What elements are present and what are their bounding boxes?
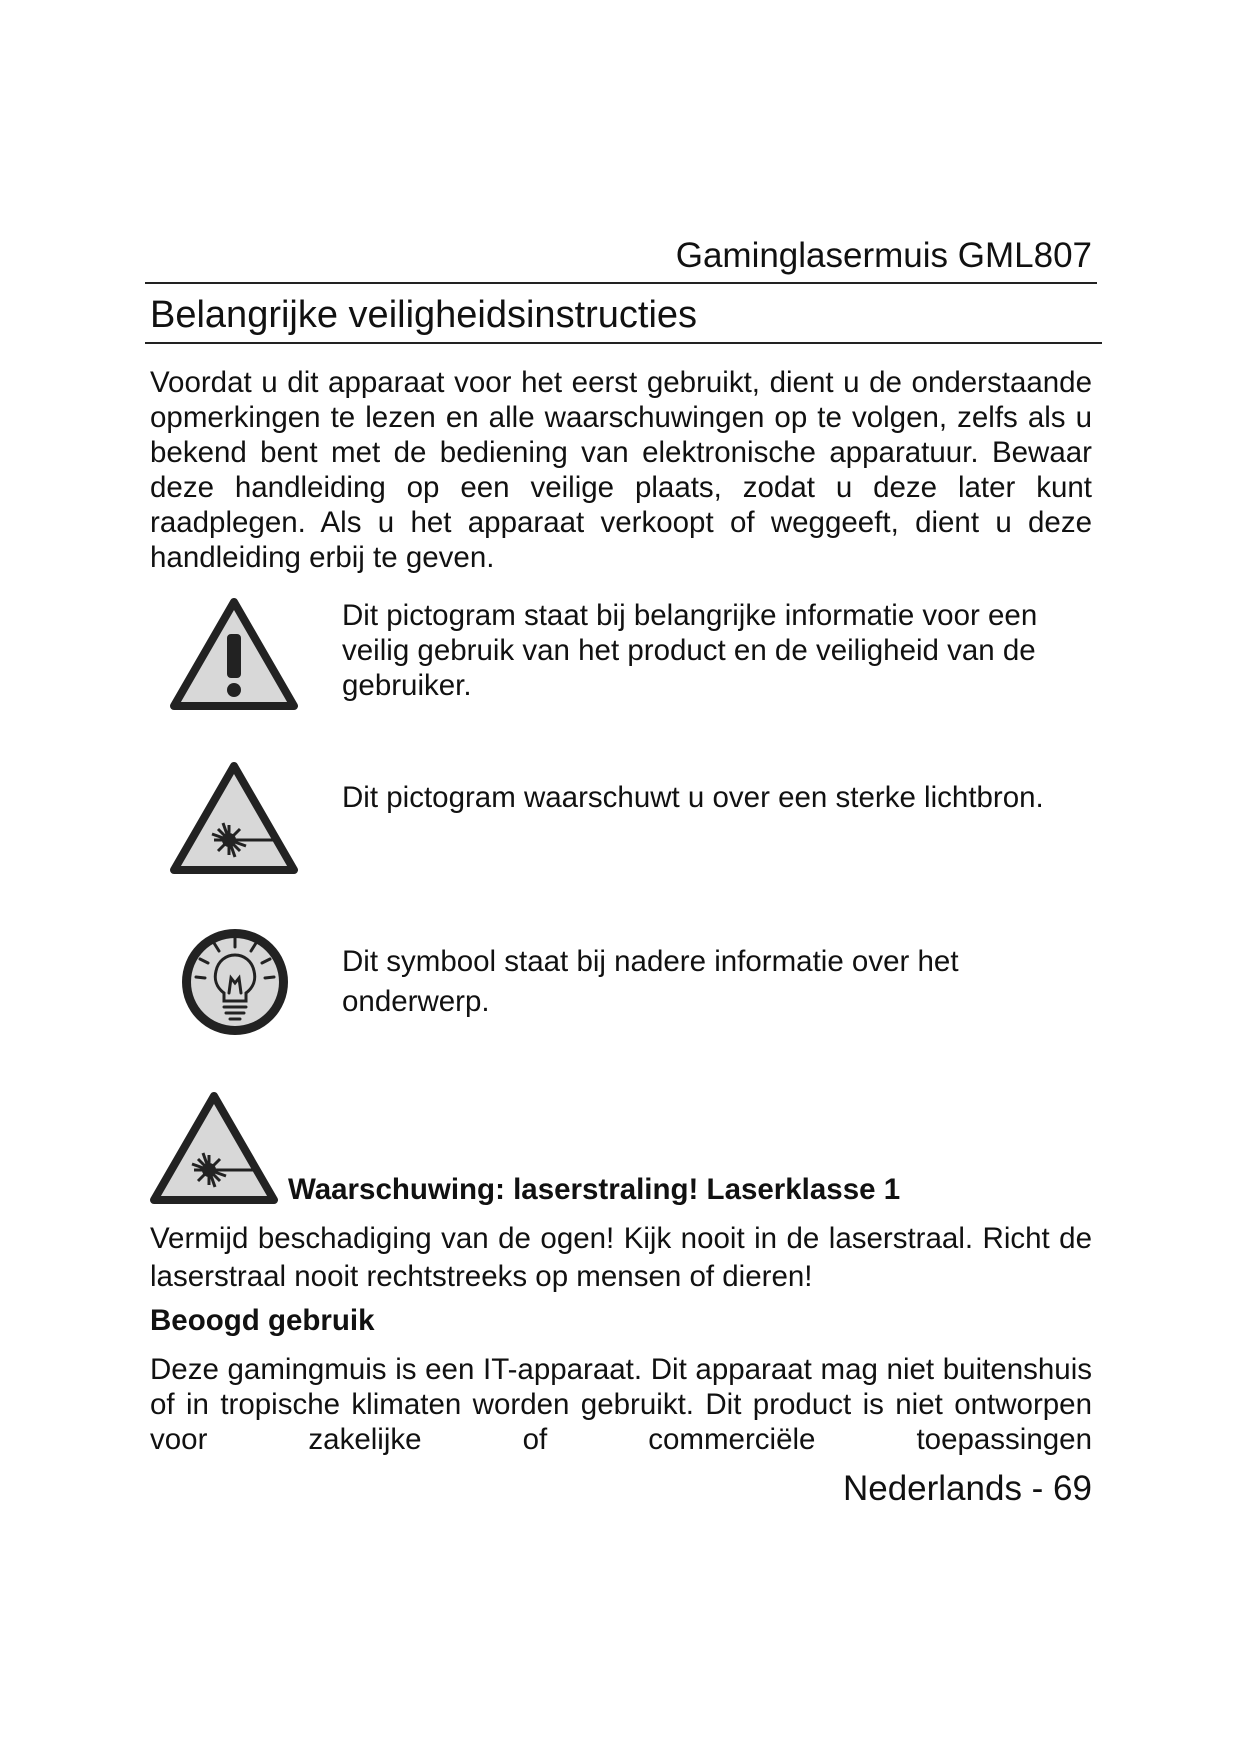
warning-triangle-exclamation-icon xyxy=(168,596,300,712)
product-title: Gaminglasermuis GML807 xyxy=(675,236,1092,275)
section-divider xyxy=(145,342,1102,344)
laser-warning-triangle-icon xyxy=(148,1090,280,1206)
pictogram-description: Dit pictogram waarschuwt u over een sterke lichtbron. xyxy=(342,781,1044,814)
intro-paragraph: Voordat u dit apparaat voor het eerst gebruikt, dient u de onderstaande opmerkingen te lezen en alle waarschuwingen op te volgen, zelfs als u bekend bent met de bediening van elektronische apparatuur. Bewaar deze handleiding op een veilige plaats, zodat u deze later kunt raadplegen. Als u het apparaat verkoopt of weggeeft, dient u deze handleiding erbij te geven. xyxy=(150,366,1092,574)
laser-warning-triangle-icon xyxy=(168,760,300,876)
page-number: Nederlands - 69 xyxy=(842,1469,1092,1508)
laser-warning-text: Vermijd beschadiging van de ogen! Kijk nooit in de laserstraal. Richt de laserstraal nooit rechtstreeks op mensen of dieren! xyxy=(150,1222,1092,1293)
pictogram-description: Dit symbool staat bij nadere informatie over het onderwerp. xyxy=(342,945,959,1018)
intended-use-text: Deze gamingmuis is een IT-apparaat. Dit apparaat mag niet buitenshuis of in tropische klimaten worden gebruikt. Dit product is niet ontworpen voor zakelijke of commerciële toepassingen xyxy=(150,1353,1092,1456)
intended-use-heading: Beoogd gebruik xyxy=(150,1304,375,1337)
header-divider xyxy=(145,282,1097,284)
section-title: Belangrijke veiligheidsinstructies xyxy=(150,294,698,336)
laser-warning-heading: Waarschuwing: laserstraling! Laserklasse 1 xyxy=(288,1173,901,1206)
lightbulb-info-icon xyxy=(176,923,294,1041)
pictogram-description: Dit pictogram staat bij belangrijke informatie voor een veilig gebruik van het product en de veiligheid van de gebruiker. xyxy=(342,599,1038,702)
